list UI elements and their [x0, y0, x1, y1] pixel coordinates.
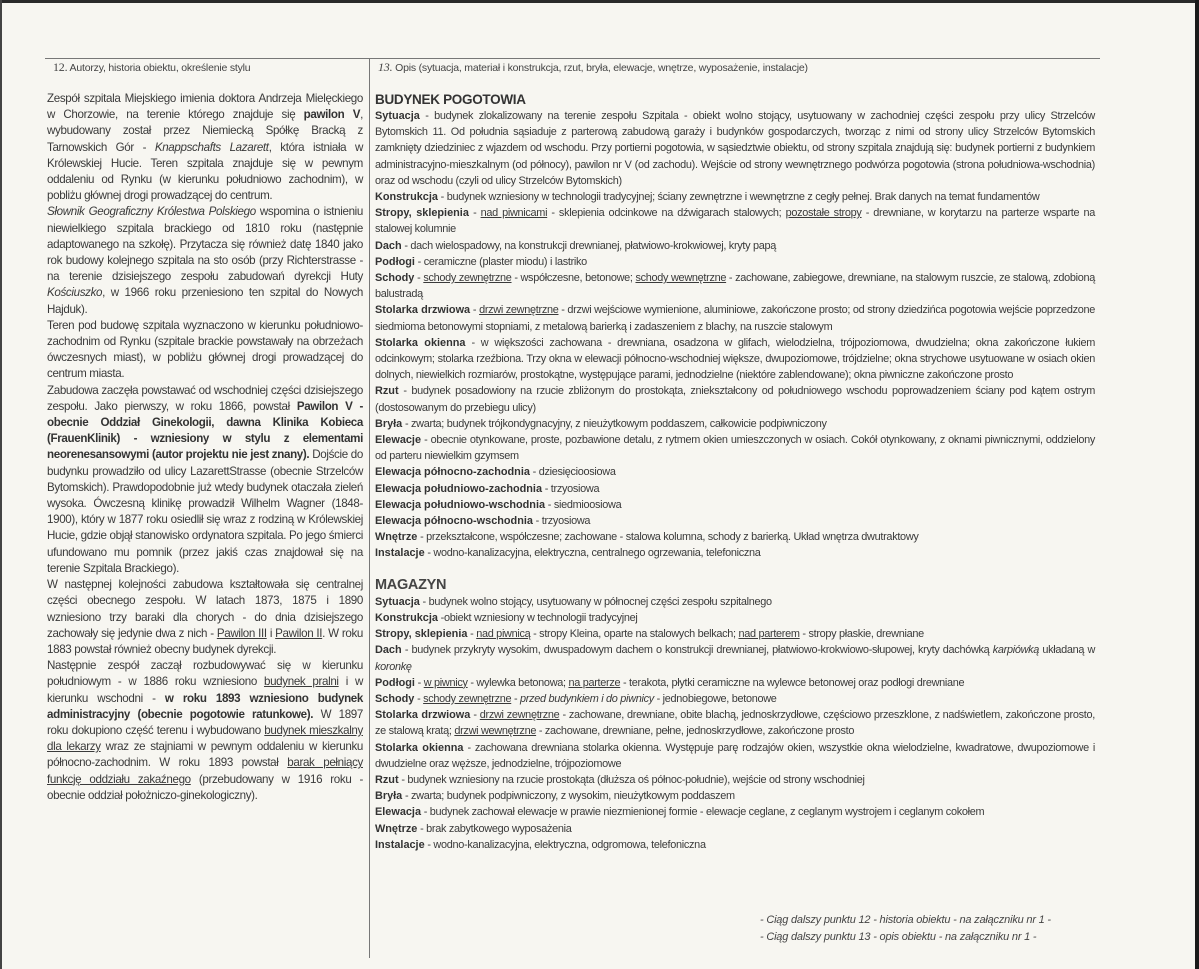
- magazyn-instalacje: Instalacje - wodno-kanalizacyjna, elektryczna, odgromowa, telefoniczna: [375, 838, 706, 851]
- section-12-history: [47, 60, 363, 804]
- scan-left-edge: [0, 0, 2, 969]
- pogotowie-stolarka-drzwiowa: Stolarka drzwiowa - drzwi zewnętrzne - drzwi wejściowe wymienione, aluminiowe, zakończone prosto; od strony dziedzińca pogotowia wejście poprzedzone siedmioma betonowymi stopniami, z metalową barierką i zadaszeniem z blachy, na ruszcie stalowym: [375, 304, 1095, 333]
- history-paragraph-6: Następnie zespół zaczął rozbudowywać się w kierunku południowym - w 1886 roku wzniesiono budynek pralni i w kierunku wschodni - w roku 1893 wzniesiono budynek administracyjny (obecnie pogotowie ratunkowe). W 1897 roku dokupiono część terenu i wybudowano budynek mieszkalny dla lekarzy wraz ze stajniami w pewnym oddaleniu w kierunku północno-zachodnim. W roku 1893 powstał barak pełniący funkcję oddziału zakaźnego (przebudowany w 1916 roku - obecnie oddział położniczo-ginekologiczny).: [47, 659, 364, 802]
- magazyn-stropy: Stropy, sklepienia - nad piwnicą - stropy Kleina, oparte na stalowych belkach; nad parterem - stropy płaskie, drewniane: [375, 628, 924, 641]
- continuation-note-12: - Ciąg dalszy punktu 12 - historia obiektu - na załączniku nr 1 -: [760, 914, 1051, 926]
- pogotowie-instalacje: Instalacje - wodno-kanalizacyjna, elektryczna, centralnego ogrzewania, telefoniczna: [375, 547, 761, 560]
- pogotowie-elewacja-pd-zach: Elewacja południowo-zachodnia - trzyosiowa: [375, 482, 600, 495]
- magazyn-stolarka-drzwiowa: Stolarka drzwiowa - drzwi zewnętrzne - zachowane, drewniane, obite blachą, jednoskrzydłowe, częściowo przeszklone, z nadświetlem, zakończone prosto, ze stalową kratą; drzwi wewnętrzne - zachowane, drewniane, pełne, jednoskrzydłowe, zakończone prosto: [375, 709, 1095, 738]
- scan-right-edge: [1195, 0, 1199, 969]
- column-divider: [369, 58, 370, 958]
- building-title-magazyn: MAGAZYN: [375, 576, 447, 593]
- pogotowie-stropy: Stropy, sklepienia - nad piwnicami - sklepienia odcinkowe na dźwigarach stalowych; pozostałe stropy - drewniane, w korytarzu na parterze wsparte na stalowej kolumnie: [375, 207, 1096, 236]
- magazyn-wnetrze: Wnętrze - brak zabytkowego wyposażenia: [375, 822, 572, 835]
- magazyn-stolarka-okienna: Stolarka okienna - zachowana drewniana stolarka okienna. Występuje parę rodzajów okien, wszystkie okna wielodzielne, kwadratowe, dwupoziomowe i dwudzielne oraz węższe, jednodzielne, trójpoziomowe: [375, 741, 1095, 770]
- history-paragraph-2: Słownik Geograficzny Królestwa Polskiego wspomina o istnieniu niewielkiego szpitala brackiego od 1810 roku (następnie adaptowanego na szkołę). Przytacza się również datę 1840 jako rok budowy kolejnego szpitala na sto osób (przy Richterstrasse - na terenie dzisiejszego zespołu zabudowań dyrekcji Huty Kościuszko, w 1966 roku przeniesiono ten szpital do Nowych Hajduk).: [47, 205, 363, 316]
- pogotowie-rzut: Rzut - budynek posadowiony na rzucie zbliżonym do prostokąta, zniekształcony od południowego wschodu poprowadzeniem ściany pod kątem ostrym (dostosowanym do przebiegu ulicy): [375, 385, 1095, 414]
- magazyn-rzut: Rzut - budynek wzniesiony na rzucie prostokąta (dłuższa oś północ-południe), wejście od strony wschodniej: [375, 773, 865, 786]
- history-paragraph-1: Zespół szpitala Miejskiego imienia doktora Andrzeja Mielęckiego w Chorzowie, na terenie którego znajduje się pawilon V, wybudowany został przez Niemiecką Spółkę Bracką z Tarnowskich Gór - Knappschafts Lazarett, która istniała w Królewskiej Hucie. Teren szpitala znajduje się w pewnym oddaleniu od Rynku (w kierunku południowo zachodnim), w pobliżu głównej drogi prowadzącej do centrum.: [47, 92, 364, 203]
- section-12-header: 12. Autorzy, historia obiektu, określenie stylu: [53, 60, 251, 74]
- pogotowie-sytuacja: Sytuacja - budynek zlokalizowany na terenie zespołu Szpitala - obiekt wolno stojący, usytuowany w zachodniej części zespołu przy ulicy Strzelców Bytomskich 11. Od południa sąsiaduje z parterową zabudową garaży i budynków gospodarczych, tworząc z nimi od strony ulicy Strzelców Bytomskich zamknięty dziedziniec z wjazdem od wschodu. Przy portierni pogotowia, w sąsiedztwie obiektu, od strony szpitala znajdują się: budynek portierni z budynkiem administracyjno-mieszkalnym (od północy), pawilon nr V (od zachodu). Wejście od strony wewnętrznego podwórza pogotowia (strona południowa-wschodnia) oraz od wschodu (czyli od ulicy Strzelców Bytomskich): [375, 110, 1095, 187]
- building-title-pogotowie: BUDYNEK POGOTOWIA: [375, 92, 526, 107]
- pogotowie-konstrukcja: Konstrukcja - budynek wzniesiony w technologii tradycyjnej; ściany zewnętrzne i wewnętrzne z cegły pełnej. Brak danych na temat fundamentów: [375, 191, 1040, 204]
- section-13-description: [375, 60, 1095, 853]
- pogotowie-dach: Dach - dach wielospadowy, na konstrukcji drewnianej, płatwiowo-krokwiowej, kryty papą: [375, 239, 777, 252]
- history-paragraph-5: W następnej kolejności zabudowa kształtowała się centralnej części obecnego zespołu. W latach 1873, 1875 i 1890 wzniesiono trzy baraki dla chorych - do dnia dzisiejszego zachowały się jedynie dwa z nich - Pawilon III i Pawilon II. W roku 1883 powstał również obecny budynek dyrekcji.: [47, 578, 364, 656]
- pogotowie-elewacja-pn-zach: Elewacja północno-zachodnia - dziesięcioosiowa: [375, 466, 616, 479]
- pogotowie-elewacja-pd-wsch: Elewacja południowo-wschodnia - siedmioosiowa: [375, 498, 622, 511]
- pogotowie-podlogi: Podłogi - ceramiczne (plaster miodu) i lastriko: [375, 255, 587, 268]
- pogotowie-schody: Schody - schody zewnętrzne - współczesne, betonowe; schody wewnętrzne - zachowane, zabiegowe, drewniane, na stalowym ruszcie, ze stalową, zdobioną balustradą: [375, 272, 1095, 301]
- pogotowie-elewacja-pn-wsch: Elewacja północno-wschodnia - trzyosiowa: [375, 515, 591, 528]
- magazyn-elewacja: Elewacja - budynek zachował elewacje w prawie niezmienionej formie - elewacje ceglane, z ceglanym wystrojem i ceglanym cokołem: [375, 806, 985, 819]
- scan-top-edge: [0, 0, 1199, 3]
- section-13-header: 13. Opis (sytuacja, materiał i konstrukcja, rzut, bryła, elewacje, wnętrze, wyposażenie, instalacje): [378, 60, 808, 74]
- pogotowie-wnetrze: Wnętrze - przekształcone, współczesne; zachowane - stalowa kolumna, schody z barierką. Układ wnętrza dwutraktowy: [375, 531, 919, 544]
- magazyn-konstrukcja: Konstrukcja -obiekt wzniesiony w technologii tradycyjnej: [375, 611, 638, 624]
- table-top-rule: [45, 58, 1100, 59]
- magazyn-podlogi: Podłogi - w piwnicy - wylewka betonowa; na parterze - terakota, płytki ceramiczne na wylewce betonowej oraz podłogi drewniane: [375, 676, 965, 689]
- magazyn-sytuacja: Sytuacja - budynek wolno stojący, usytuowany w północnej części zespołu szpitalnego: [375, 595, 772, 608]
- pogotowie-elewacje: Elewacje - obecnie otynkowane, proste, pozbawione detalu, z rytmem okien umieszczonych w osiach. Cokół otynkowany, z oknami piwnicznymi, oddzielony od parteru niewielkim gzymsem: [375, 434, 1095, 463]
- history-paragraph-3: Teren pod budowę szpitala wyznaczono w kierunku południowo-zachodnim od Rynku (szpitale brackie powstawały na obrzeżach ówczesnych miast), w pobliżu głównej drogi prowadzącej do centrum miasta.: [47, 318, 363, 381]
- magazyn-schody: Schody - schody zewnętrzne - przed budynkiem i do piwnicy - jednobiegowe, betonowe: [375, 692, 777, 705]
- continuation-notes: [760, 912, 1100, 945]
- continuation-note-13: - Ciąg dalszy punktu 13 - opis obiektu - na załączniku nr 1 -: [760, 930, 1037, 943]
- magazyn-bryla: Bryła - zwarta; budynek podpiwniczony, z wysokim, nieużytkowym poddaszem: [375, 790, 735, 803]
- pogotowie-bryla: Bryła - zwarta; budynek trójkondygnacyjny, z nieużytkowym poddaszem, całkowicie podpiwniczony: [375, 417, 827, 430]
- magazyn-dach: Dach - budynek przykryty wysokim, dwuspadowym dachem o konstrukcji drewnianej, płatwiowo-krokwiowo-słupowej, kryty dachówką karpiówką układaną w koronkę: [375, 644, 1096, 673]
- history-paragraph-4: Zabudowa zaczęła powstawać od wschodniej części dzisiejszego zespołu. Jako pierwszy, w roku 1866, powstał Pawilon V - obecnie Oddział Ginekologii, dawna Klinika Kobieca (FrauenKlinik) - wzniesiony w stylu z elementami neorenesansowymi (autor projektu nie jest znany). Dojście do budynku prowadziło od ulicy LazarettStrasse (obecnie Strzelców Bytomskich). Prawdopodobnie już wtedy budynek otaczała zieleń wysoka. Ówczesną klinikę prowadził Wilhelm Wagner (1848-1900), który w 1877 roku osiedlił się wraz z rodziną w Królewskiej Hucie, gdzie objął stanowisko ordynatora szpitala. Po jego śmierci ufundowano mu pomnik (przez jakiś czas znajdował się na terenie Szpitala Brackiego).: [47, 383, 363, 575]
- pogotowie-stolarka-okienna: Stolarka okienna - w większości zachowana - drewniana, osadzona w glifach, wielodzielna, trójpoziomowa, dwudzielna; okna zakończone łukiem odcinkowym; stolarka rzeźbiona. Trzy okna w elewacji północno-wschodniej większe, dwupoziomowe, trójdzielne; okna strychowe usytuowane w osiach okien dolnych, niewielkich rozmiarów, prostokątne, występujące parami, jednodzielne (niektóre zablendowane); okna piwniczne zakończone prosto: [375, 336, 1095, 382]
